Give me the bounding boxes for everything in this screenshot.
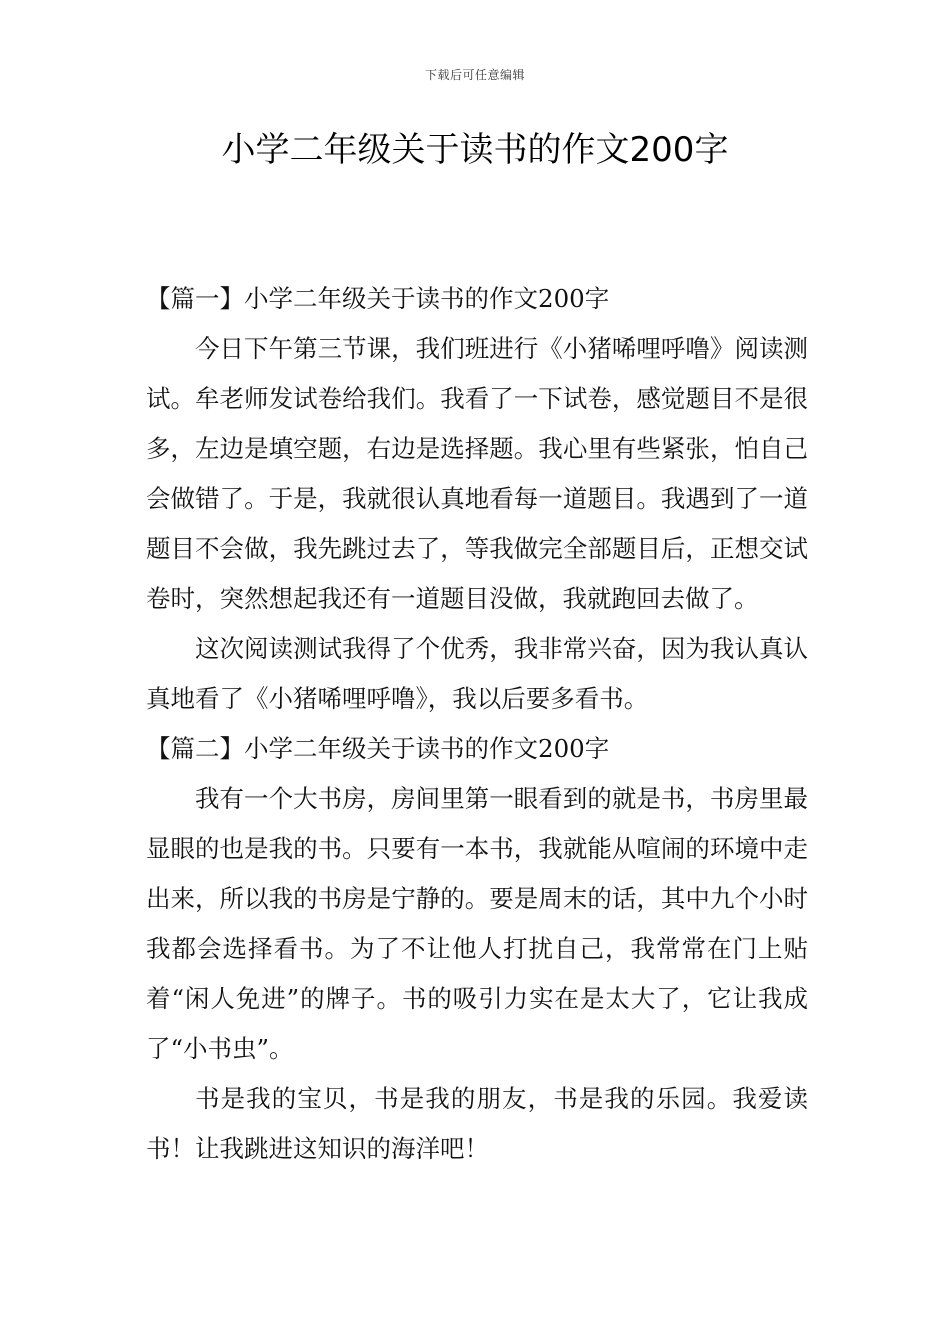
- document-body: [146, 274, 808, 1174]
- section-1-paragraph-1: 今日下午第三节课，我们班进行《小猪唏哩呼噜》阅读测试。牟老师发试卷给我们。我看了一下试卷，感觉题目不是很多，左边是填空题，右边是选择题。我心里有些紧张，怕自己会做错了。于是，我就很认真地看每一道题目。我遇到了一道题目不会做，我先跳过去了，等我做完全部题目后，正想交试卷时，突然想起我还有一道题目没做，我就跑回去做了。: [146, 334, 808, 613]
- header-note: 下载后可任意编辑: [424, 68, 525, 82]
- section-1-paragraph-2: 这次阅读测试我得了个优秀，我非常兴奋，因为我认真认真地看了《小猪唏哩呼噜》，我以后要多看书。: [146, 634, 808, 713]
- document-title: 小学二年级关于读书的作文200字: [221, 130, 729, 170]
- section-2-paragraph-1: 我有一个大书房，房间里第一眼看到的就是书，书房里最显眼的也是我的书。只要有一本书，我就能从喧闹的环境中走出来，所以我的书房是宁静的。要是周末的话，其中九个小时我都会选择看书。为了不让他人打扰自己，我常常在门上贴着“闲人免进”的牌子。书的吸引力实在是太大了，它让我成了“小书虫”。: [146, 784, 808, 1063]
- section-heading-2: 【篇二】小学二年级关于读书的作文200字: [146, 734, 610, 763]
- section-heading-1: 【篇一】小学二年级关于读书的作文200字: [146, 284, 610, 313]
- section-2-paragraph-2: 书是我的宝贝，书是我的朋友，书是我的乐园。我爱读书！让我跳进这知识的海洋吧！: [146, 1084, 808, 1163]
